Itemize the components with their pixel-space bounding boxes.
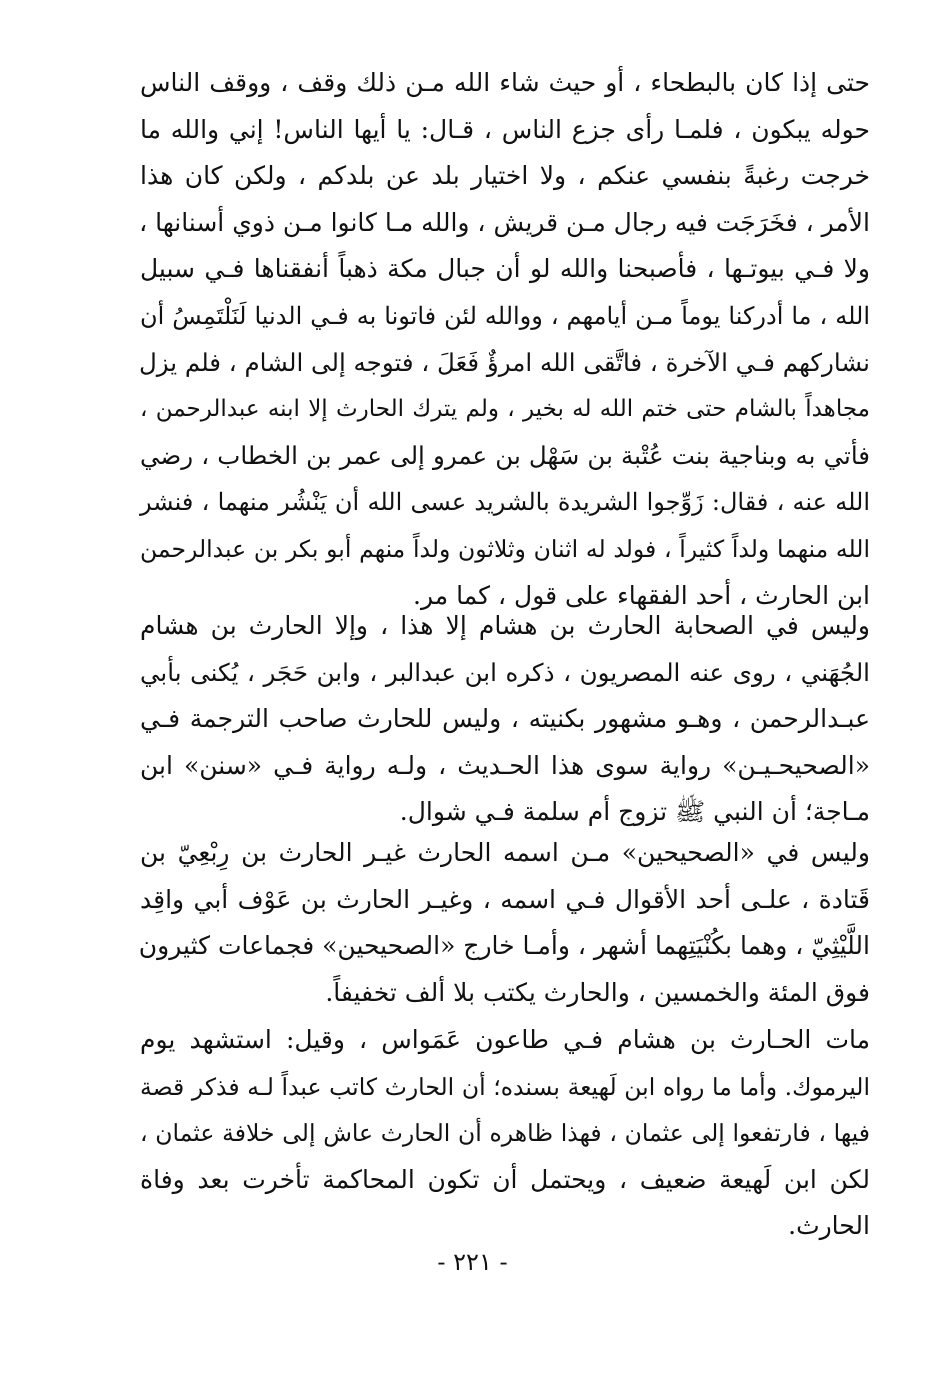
paragraph-3: [140, 830, 870, 1016]
text-line: نشاركهم فـي الآخرة ، فاتَّقى الله امرؤٌ فَعَلَ ، فتوجه إلى الشام ، فلم يزل: [138, 347, 870, 377]
text-line: خرجت رغبةً بنفسي عنكم ، ولا اختيار بلد عن بلدكم ، ولكن كان هذا: [140, 161, 870, 191]
text-line: الجُهَني ، روى عنه المصريون ، ذكره ابن عبدالبر ، وابن حَجَر ، يُكنى بأبي: [140, 657, 870, 687]
text-line: الأمر ، فخَرَجَت فيه رجال مـن قريش ، والله مـا كانوا مـن ذوي أسنانها ،: [139, 207, 870, 237]
text-line: الحارث.: [788, 1211, 870, 1241]
paragraph-2: [140, 603, 870, 836]
page-number: - ٢٢١ -: [437, 1248, 508, 1276]
text-line: الله عنه ، فقال: زَوِّجوا الشريدة بالشريد عسى الله أن يَنْشُر منهما ، فنشر: [140, 488, 870, 517]
text-line: مات الحـارث بن هشام فـي طاعون عَمَواس ، وقيل: استشهد يوم: [140, 1025, 870, 1054]
text-line: حوله يبكون ، فلمـا رأى جزع الناس ، قـال: يا أيها الناس! إني والله ما: [140, 114, 870, 144]
text-line: عبـدالرحمن ، وهـو مشهور بكنيته ، وليس للحارث صاحب الترجمة فـي: [140, 704, 870, 734]
text-line: اللَّيْثِيّ ، وهما بكُنْيَتِهما أشهر ، وأمـا خارج «الصحيحين» فجماعات كثيرون: [138, 931, 870, 961]
text-line: الله منهما ولداً كثيراً ، فولد له اثنان وثلاثون ولداً منهم أبو بكر بن عبدالرحمن: [140, 534, 870, 563]
text-line: مـاجة؛ أن النبي ﷺ تزوج أم سلمة فـي شوال.: [399, 797, 870, 827]
paragraph-4: [140, 1017, 870, 1250]
text-line: «الصحيحـيـن» رواية سوى هذا الحـديث ، ولـه رواية فـي «سنن» ابن: [140, 750, 870, 780]
text-line: قَتادة ، علـى أحد الأقوال فـي اسمه ، وغيـر الحارث بن عَوْف أبي واقِد: [140, 884, 870, 914]
text-line: اليرموك. وأما ما رواه ابن لَهيعة بسنده؛ أن الحارث كاتب عبداً لـه فذكر قصة: [140, 1072, 870, 1101]
text-line: فأتي به وبناجية بنت عُتْبة بن سَهْل بن عمرو إلى عمر بن الخطاب ، رضي: [140, 440, 870, 470]
text-line: فيها ، فارتفعوا إلى عثمان ، فهذا ظاهره أن الحارث عاش إلى خلافة عثمان ،: [140, 1119, 870, 1148]
text-line: مجاهداً بالشام حتى ختم الله له بخير ، ولم يترك الحارث إلا ابنه عبدالرحمن ،: [140, 396, 870, 423]
text-line: الله ، ما أدركنا يوماً مـن أيامهم ، ووالله لئن فاتونا به فـي الدنيا لَنَلْتَمِسُ أن: [140, 301, 870, 330]
text-line: فوق المئة والخمسين ، والحارث يكتب بلا ألف تخفيفاً.: [325, 977, 870, 1007]
text-line: حتى إذا كان بالبطحاء ، أو حيث شاء الله مـن ذلك وقف ، ووقف الناس: [140, 68, 870, 97]
text-line: وليس في الصحابة الحارث بن هشام إلا هذا ، وإلا الحارث بن هشام: [140, 611, 870, 640]
text-line: وليس في «الصحيحين» مـن اسمه الحارث غيـر الحارث بن رِبْعِيّ بن: [140, 838, 870, 867]
text-line: ولا فـي بيوتـها ، فأصبحنا والله لو أن جبال مكة ذهباً أنفقناها فـي سبيل: [140, 254, 870, 284]
text-line: لكن ابن لَهيعة ضعيف ، ويحتمل أن تكون المحاكمة تأخرت بعد وفاة: [140, 1164, 870, 1194]
paragraph-1: [140, 60, 870, 619]
text-line: ابن الحارث ، أحد الفقهاء على قول ، كما مر.: [413, 580, 870, 610]
